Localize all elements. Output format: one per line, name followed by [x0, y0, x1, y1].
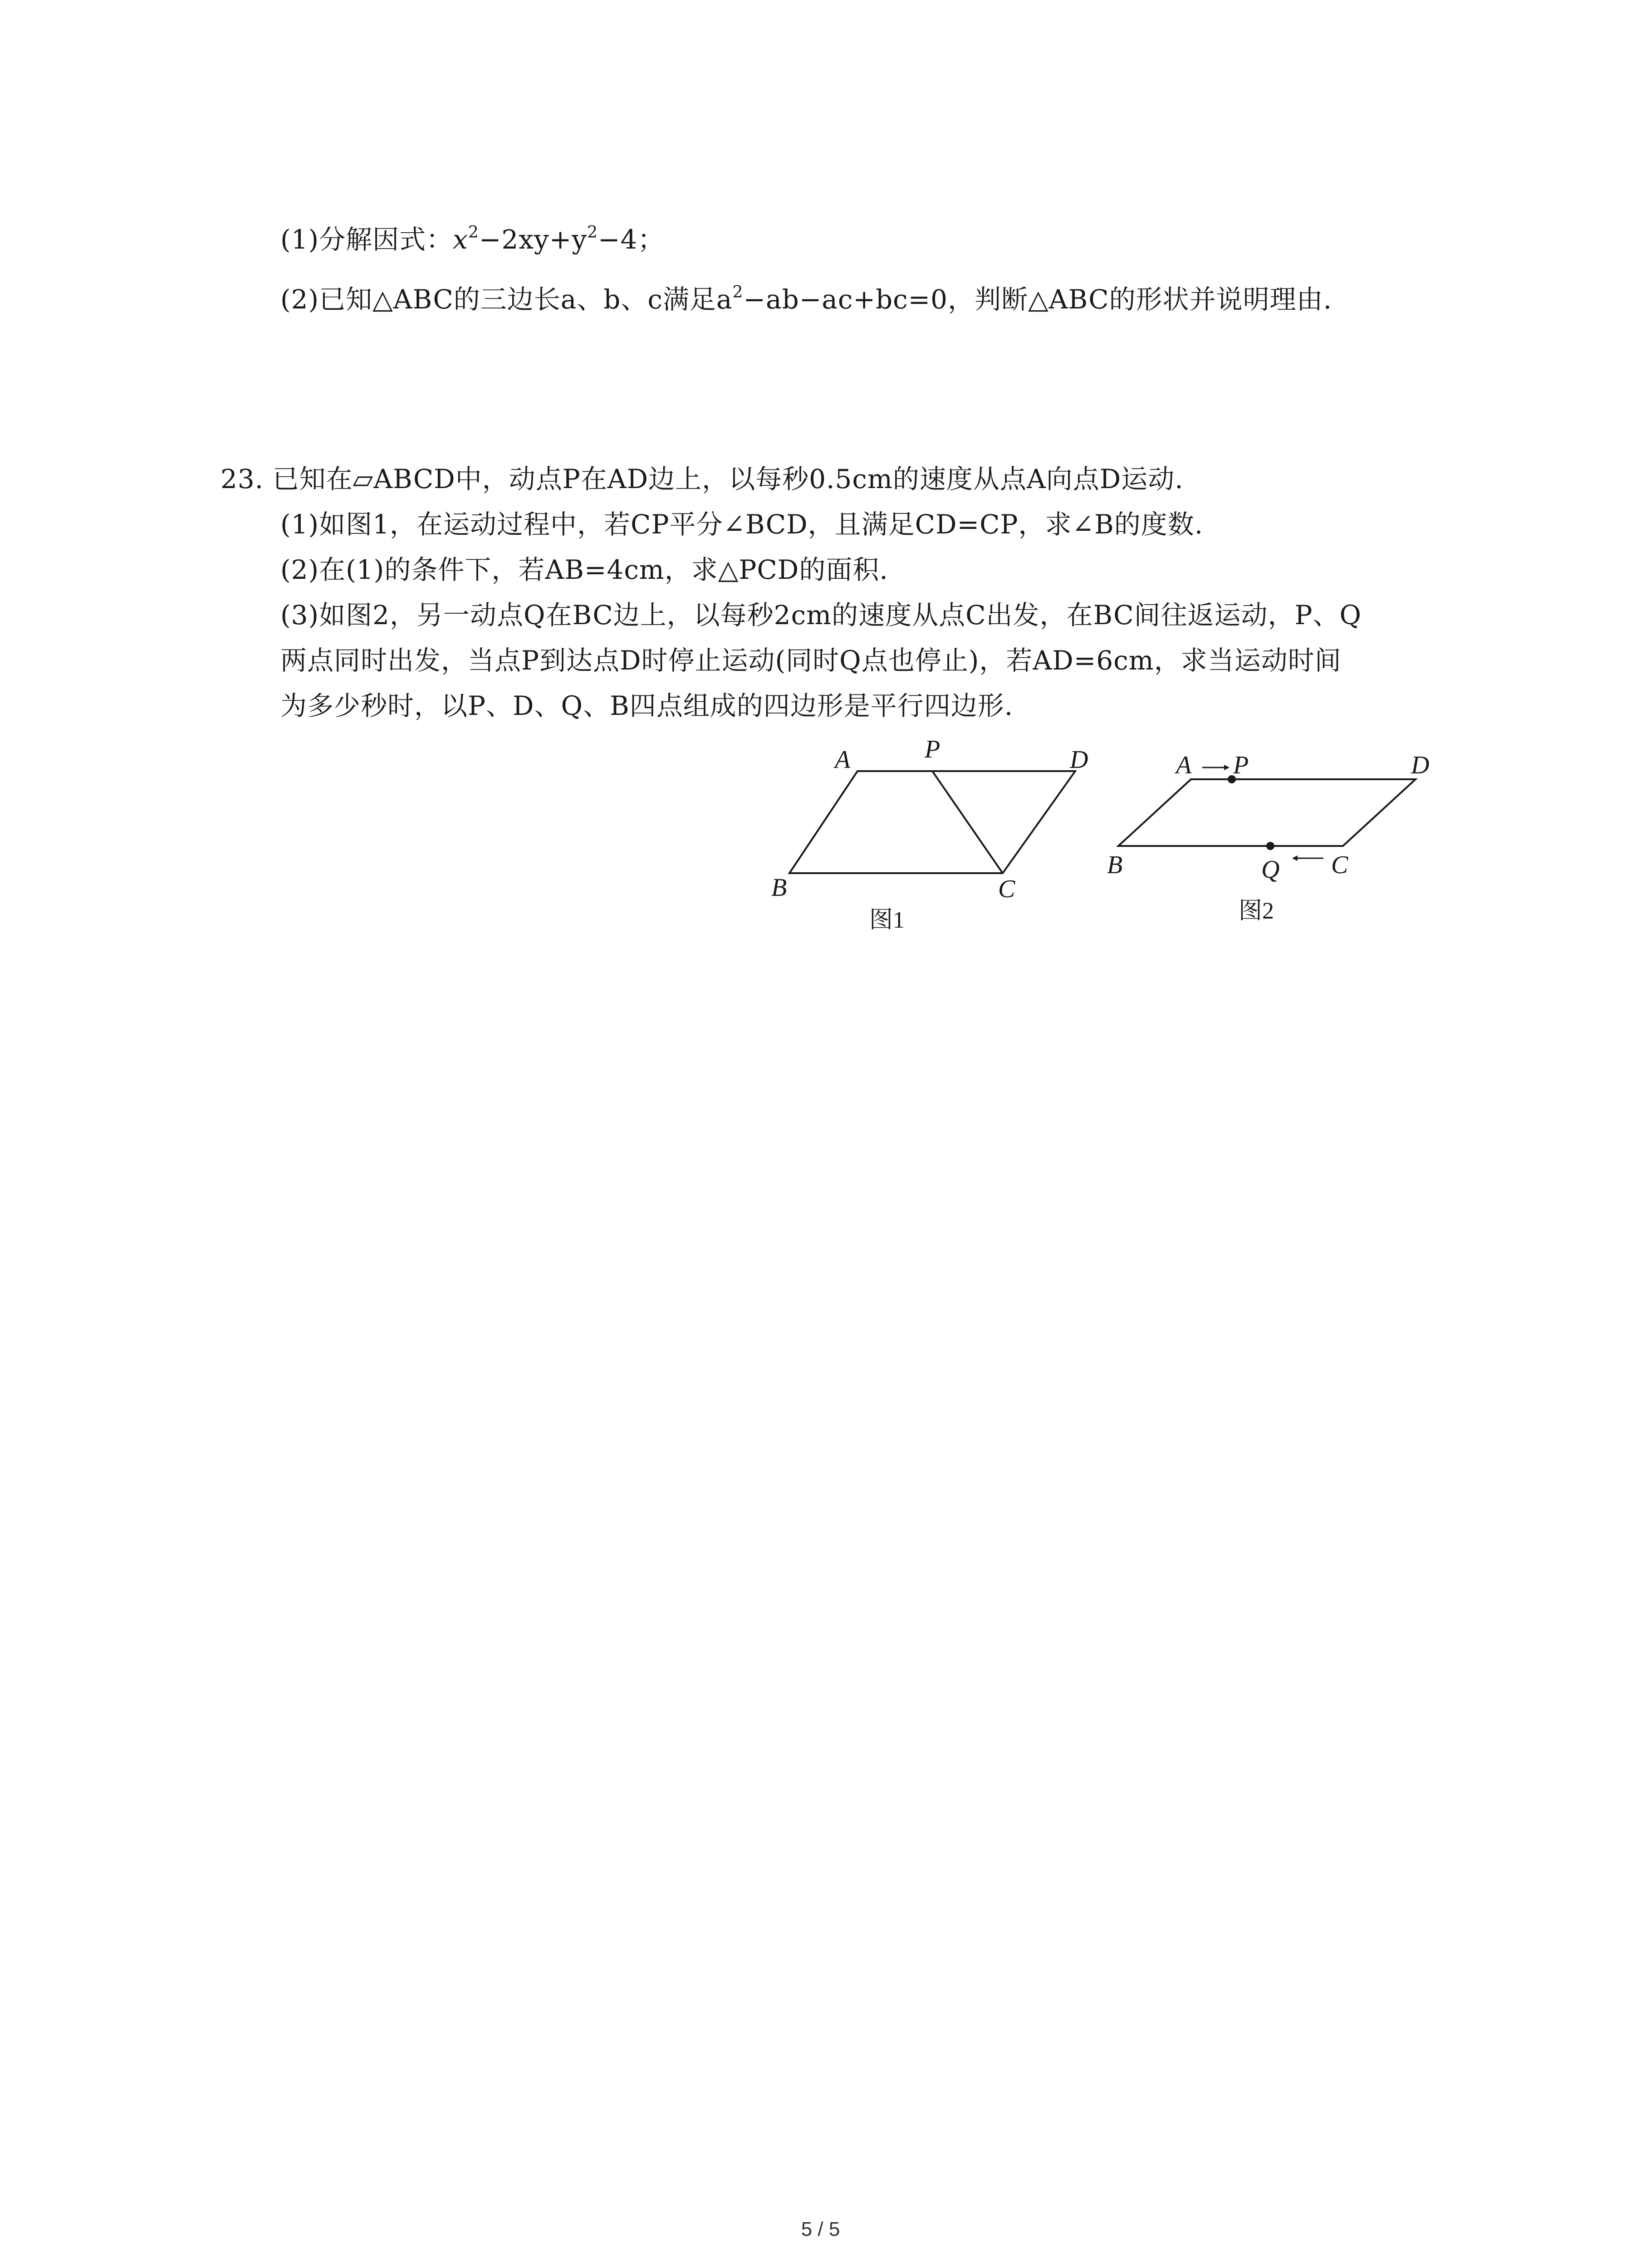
- point-q: [1266, 842, 1274, 850]
- q23-part3-line3: 为多少秒时，以P、D、Q、B四点组成的四边形是平行四边形.: [280, 690, 1014, 721]
- q23-part3-line2: 两点同时出发，当点P到达点D时停止运动(同时Q点也停止)，若AD=6cm，求当运动时间: [280, 645, 1342, 676]
- q22-part1: (1)分解因式：$x^2-2xy+y^2-4$；: [280, 223, 665, 255]
- label-q: Q: [1261, 855, 1280, 884]
- q23-stem: 23. 已知在▱ABCD中，动点P在AD边上，以每秒0.5cm的速度从点A向点D运动.: [220, 464, 1184, 494]
- parallelogram-abcd: [789, 771, 1075, 873]
- q22-part2: (2)已知△ABC的三边长a、b、c满足$a^2-ab-ac+bc=0$，判断△ABC的形状并说明理由.: [280, 283, 1332, 315]
- label-c: C: [998, 875, 1015, 903]
- q23-part1: (1)如图1，在运动过程中，若CP平分∠BCD，且满足CD=CP，求∠B的度数.: [280, 509, 1204, 540]
- page-number: 5 / 5: [801, 2218, 840, 2240]
- segment-pc: [932, 771, 1003, 873]
- label-a: A: [835, 746, 851, 774]
- label-p: P: [925, 735, 941, 763]
- figure-1: [753, 735, 1125, 941]
- label-a: A: [1176, 751, 1192, 779]
- label-d: D: [1070, 746, 1088, 774]
- label-b: B: [1107, 851, 1123, 879]
- label-c: C: [1331, 851, 1348, 879]
- label-b: B: [771, 874, 787, 902]
- q23-part2: (2)在(1)的条件下，若AB=4cm，求△PCD的面积.: [280, 554, 888, 585]
- label-d: D: [1411, 751, 1430, 779]
- figure-1-diagram: [753, 735, 1125, 939]
- q23-part3-line1: (3)如图2，另一动点Q在BC边上，以每秒2cm的速度从点C出发，在BC间往返运动，P、Q: [280, 600, 1362, 631]
- figure-1-caption: 图1: [869, 907, 905, 933]
- label-p: P: [1233, 751, 1249, 779]
- figure-2: [1107, 735, 1452, 941]
- figure-2-diagram: [1107, 735, 1452, 939]
- parallelogram-abcd: [1118, 779, 1416, 846]
- figure-2-caption: 图2: [1239, 898, 1274, 924]
